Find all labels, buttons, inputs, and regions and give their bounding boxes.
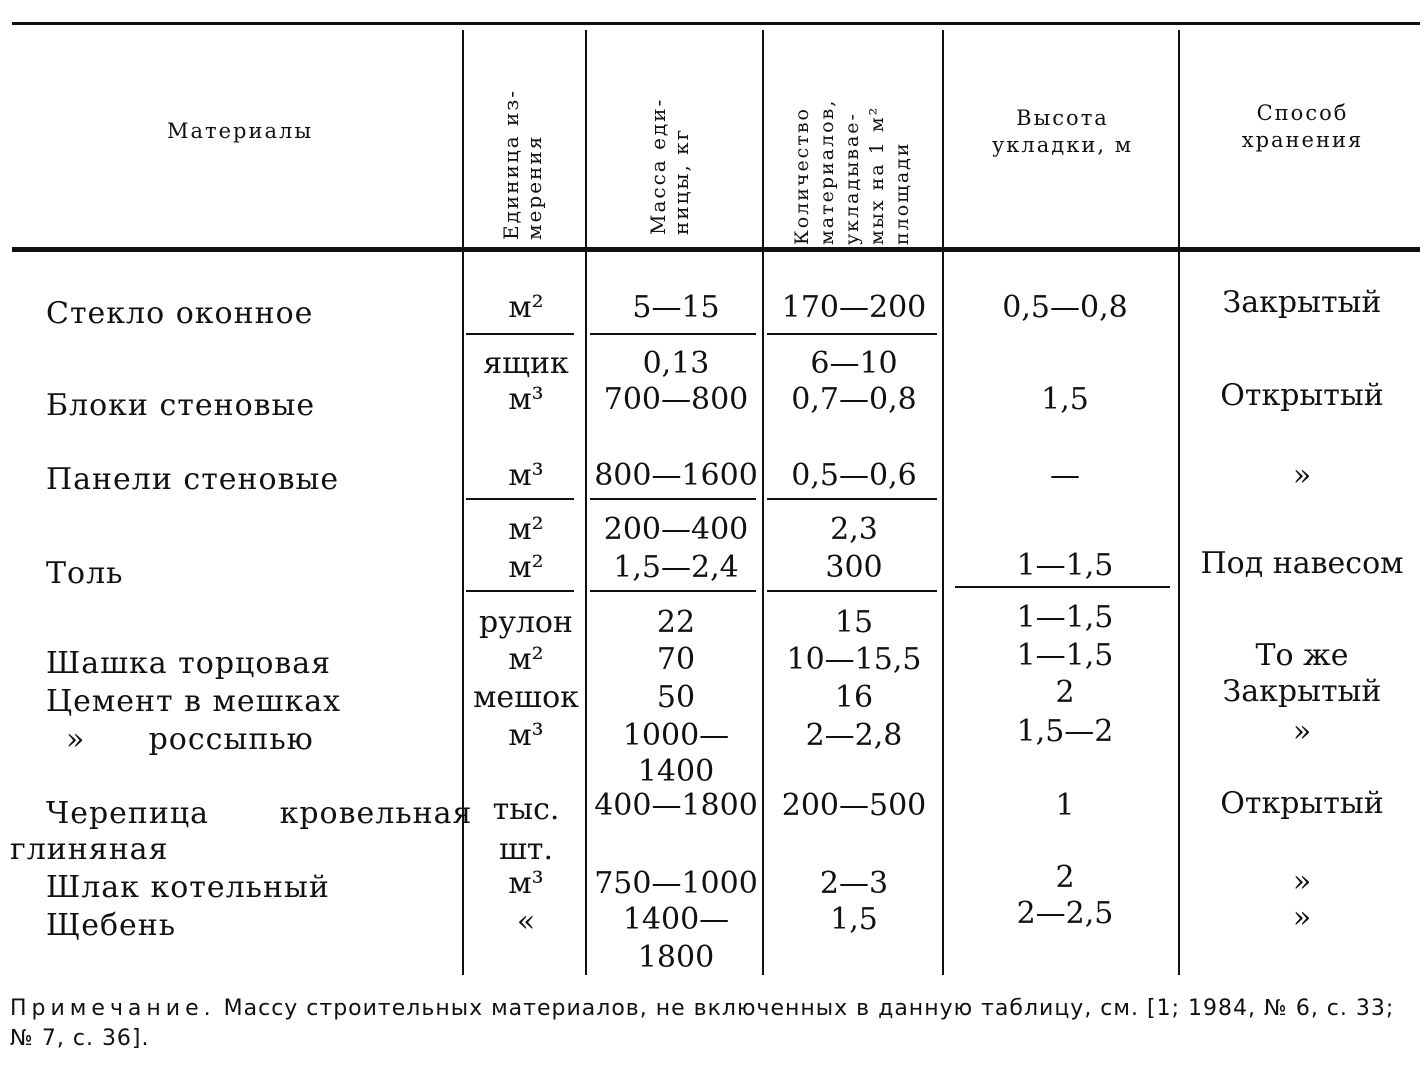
cell-material-continued: глиняная: [10, 832, 169, 867]
cell-mass: 50: [656, 680, 696, 715]
cell-unit: м²: [508, 290, 544, 325]
underline: [767, 498, 937, 500]
cell-height: —: [1050, 458, 1080, 493]
cell-mass: 5—15: [632, 290, 720, 325]
cell-mass: 800—1600: [594, 458, 758, 493]
cell-quantity: 2—2,8: [805, 718, 903, 753]
cell-height: 0,5—0,8: [1002, 290, 1128, 325]
cell-height: 1—1,5: [1016, 548, 1114, 583]
cell-height: 2: [1055, 860, 1075, 895]
cell-storage: Открытый: [1220, 786, 1384, 821]
column-divider: [762, 30, 764, 975]
cell-material: Щебень: [46, 908, 177, 943]
underline: [466, 333, 574, 335]
cell-unit: м²: [508, 512, 544, 547]
cell-mass: 70: [656, 642, 696, 677]
cell-storage: »: [1292, 458, 1312, 493]
cell-mass: 1400—: [622, 902, 730, 937]
underline: [767, 333, 937, 335]
cell-quantity: 300: [825, 550, 883, 585]
cell-height: 1—1,5: [1016, 600, 1114, 635]
footnote-label: Примечание.: [10, 996, 216, 1021]
column-divider: [942, 30, 944, 975]
cell-quantity: 16: [834, 680, 874, 715]
cell-unit: м³: [508, 382, 544, 417]
header-quantity: Количество материалов, укладывае- мых на 1 м² площади: [791, 98, 913, 245]
cell-mass: 0,13: [642, 346, 710, 381]
header-rule: [12, 247, 1420, 252]
cell-quantity: 0,7—0,8: [791, 382, 917, 417]
underline: [767, 590, 937, 592]
top-rule: [12, 22, 1420, 25]
cell-mass: 400—1800: [594, 788, 758, 823]
column-divider: [462, 30, 464, 975]
cell-storage: Закрытый: [1222, 285, 1382, 320]
cell-quantity: 2—3: [819, 866, 889, 901]
cell-quantity: 1,5: [830, 902, 878, 937]
cell-unit: м³: [508, 718, 544, 753]
cell-material: Панели стеновые: [46, 462, 340, 497]
cell-unit: ящик: [483, 346, 569, 381]
cell-material: Черепица кровельная: [46, 796, 473, 831]
cell-unit: м²: [508, 550, 544, 585]
cell-mass-continued: 1800: [637, 940, 715, 975]
cell-unit: мешок: [473, 680, 579, 715]
cell-storage: То же: [1255, 638, 1349, 673]
cell-material: Шлак котельный: [46, 870, 330, 905]
cell-quantity: 200—500: [781, 788, 927, 823]
cell-mass: 750—1000: [594, 866, 758, 901]
underline: [590, 498, 756, 500]
underline: [955, 586, 1170, 588]
header-unit: Единица из- мерения: [499, 88, 546, 240]
cell-mass: 22: [656, 605, 696, 640]
cell-storage: »: [1292, 900, 1312, 935]
cell-mass-continued: 1400: [637, 754, 715, 789]
cell-quantity: 0,5—0,6: [791, 458, 917, 493]
cell-unit: м²: [508, 642, 544, 677]
cell-height: 1: [1055, 788, 1075, 823]
underline: [590, 333, 756, 335]
cell-material: Толь: [46, 556, 124, 591]
cell-unit-continued: шт.: [498, 832, 554, 867]
cell-quantity: 10—15,5: [786, 642, 922, 677]
underline: [590, 590, 756, 592]
cell-mass: 700—800: [603, 382, 749, 417]
cell-storage: Закрытый: [1222, 674, 1382, 709]
cell-material: Стекло оконное: [46, 296, 314, 331]
cell-quantity: 6—10: [810, 346, 898, 381]
cell-height: 1,5: [1041, 382, 1089, 417]
cell-mass: 200—400: [603, 512, 749, 547]
cell-height: 2: [1055, 675, 1075, 710]
cell-mass: 1000—: [622, 718, 730, 753]
cell-quantity: 170—200: [781, 290, 927, 325]
cell-height: 2—2,5: [1016, 896, 1114, 931]
cell-material: » россыпью: [66, 722, 314, 757]
cell-unit: рулон: [479, 605, 573, 640]
header-mass: Масса еди- ницы, кг: [646, 97, 693, 235]
cell-quantity: 15: [834, 605, 874, 640]
header-storage: Способ хранения: [1241, 101, 1364, 152]
cell-height: 1,5—2: [1016, 714, 1114, 749]
header-material: Материалы: [166, 119, 314, 143]
cell-height: 1—1,5: [1016, 638, 1114, 673]
cell-material: Шашка торцовая: [46, 646, 332, 681]
cell-material: Блоки стеновые: [46, 388, 316, 423]
cell-unit: м³: [508, 458, 544, 493]
table-footnote: [10, 994, 1420, 1054]
footnote-text: Массу строительных материалов, не включенных в данную таблицу, см. [1; 1984, № 6, с. 33; № 7, с. 36].: [10, 996, 1395, 1051]
cell-unit: тыс.: [492, 792, 560, 827]
underline: [466, 498, 574, 500]
underline: [466, 590, 574, 592]
cell-material: Цемент в мешках: [46, 684, 342, 719]
cell-unit: «: [516, 904, 536, 939]
cell-mass: 1,5—2,4: [613, 550, 739, 585]
cell-storage: Открытый: [1220, 378, 1384, 413]
cell-quantity: 2,3: [830, 512, 878, 547]
cell-unit: м³: [508, 866, 544, 901]
header-height: Высота укладки, м: [991, 106, 1134, 157]
cell-storage: Под навесом: [1200, 546, 1404, 581]
cell-storage: »: [1292, 864, 1312, 899]
cell-storage: »: [1292, 714, 1312, 749]
column-divider: [1178, 30, 1180, 975]
